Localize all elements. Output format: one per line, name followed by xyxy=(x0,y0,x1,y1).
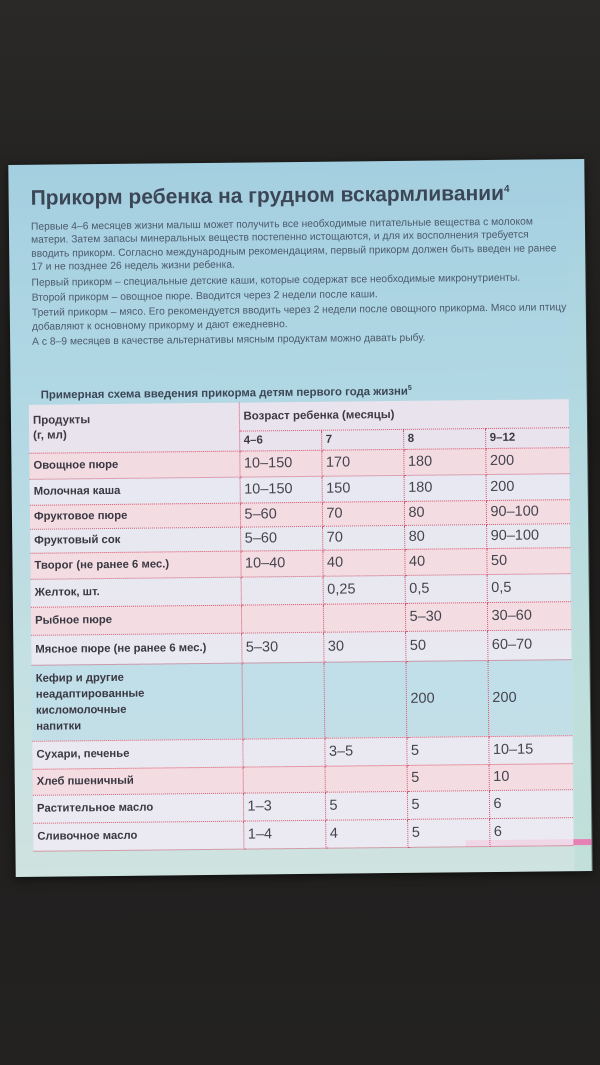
product-name: Творог (не ранее 6 мес.) xyxy=(30,551,240,579)
table-cell: 70 xyxy=(322,501,404,526)
table-cell: 50 xyxy=(486,547,570,574)
table-cell: 5 xyxy=(406,736,488,765)
table-cell: 5–60 xyxy=(240,526,322,551)
product-name: Хлеб пшеничный xyxy=(33,767,243,795)
table-cell: 3–5 xyxy=(324,737,406,766)
table-cell: 180 xyxy=(403,448,485,475)
table-cell xyxy=(241,604,323,633)
table-cell xyxy=(241,576,323,605)
table-cell: 90–100 xyxy=(486,499,570,524)
table-cell: 6 xyxy=(489,789,573,818)
product-name: Овощное пюре xyxy=(29,451,239,479)
table-cell: 5 xyxy=(325,791,407,820)
intro-paragraph: Первый прикорм – специальные детские каши, которые содержат все необходимые микронутриенты. xyxy=(31,272,521,289)
product-name: Рыбное пюре xyxy=(31,605,241,635)
table-cell: 0,25 xyxy=(323,575,405,604)
header-age: Возраст ребенка (месяцы) xyxy=(239,399,569,430)
table-cell: 5 xyxy=(407,790,489,819)
table-cell xyxy=(243,766,325,793)
table-cell: 60–70 xyxy=(487,629,571,660)
table-cell: 5–30 xyxy=(241,632,323,663)
table-caption-text: Примерная схема введения прикорма детям первого года жизни xyxy=(40,385,408,402)
table-cell xyxy=(324,661,407,738)
intro-paragraph: Второй прикорм – овощное пюре. Вводится через 2 недели после каши. xyxy=(31,289,378,304)
table-cell: 10–150 xyxy=(239,450,321,477)
product-name: Фруктовое пюре xyxy=(30,503,240,529)
product-name: Мясное пюре (не ранее 6 мес.) xyxy=(31,633,241,665)
table-cell: 5 xyxy=(407,764,489,791)
product-name: Молочная каша xyxy=(30,477,240,505)
intro-paragraph: А с 8–9 месяцев в качестве альтернативы мясным продуктам можно давать рыбу. xyxy=(32,332,426,349)
table-cell: 40 xyxy=(404,548,486,575)
table-cell: 1–4 xyxy=(243,820,325,849)
table-cell: 0,5 xyxy=(405,574,487,603)
table-cell: 200 xyxy=(486,473,570,500)
table-cell: 30 xyxy=(323,631,405,662)
table-cell xyxy=(242,662,325,739)
product-name: Сливочное масло xyxy=(33,821,243,851)
table-cell: 80 xyxy=(404,500,486,525)
table-cell: 1–3 xyxy=(243,792,325,821)
title-footnote-mark: 4 xyxy=(503,183,510,195)
table-cell: 6 xyxy=(489,817,573,846)
table-cell: 4 xyxy=(325,819,407,848)
table-cell: 50 xyxy=(405,630,487,661)
table-cell: 0,5 xyxy=(487,573,571,602)
table-cell: 200 xyxy=(485,447,569,474)
table-row xyxy=(33,817,573,851)
product-name: Растительное масло xyxy=(33,793,243,823)
table-cell xyxy=(325,765,407,792)
document-title-text: Прикорм ребенка на грудном вскармливании xyxy=(30,181,505,210)
table-cell: 5 xyxy=(407,818,489,847)
intro-paragraph: Первые 4–6 месяцев жизни малыш может получить все необходимые питательные вещества с молоком матери. Затем запасы минеральных веществ постепенно истощаются, и для их восполнения требуется вводить прикорм. Согласно международным рекомендациям, первый прикорм должен быть введен не ранее 17 и не позднее 26 недель жизни ребенка. xyxy=(30,216,557,274)
table-cell: 170 xyxy=(321,449,403,476)
table-cell: 10 xyxy=(489,763,573,790)
table-cell: 90–100 xyxy=(486,523,570,548)
product-name: Кефир и другие неадаптированные кисломолочные напитки xyxy=(32,663,243,741)
table-cell: 150 xyxy=(322,475,404,502)
table-cell: 180 xyxy=(404,474,486,501)
table-cell: 5–30 xyxy=(405,602,487,631)
table-cell xyxy=(242,738,324,767)
header-age-column: 8 xyxy=(403,428,485,449)
header-age-column: 4–6 xyxy=(239,430,321,451)
product-name: Желток, шт. xyxy=(31,577,241,607)
caption-footnote-mark: 5 xyxy=(407,384,412,392)
table-cell: 40 xyxy=(322,549,404,576)
table-cell: 30–60 xyxy=(487,601,571,630)
feeding-schedule-table xyxy=(29,399,574,851)
leaflet-sheet xyxy=(8,159,591,877)
table-cell: 80 xyxy=(404,524,486,549)
product-name: Сухари, печенье xyxy=(32,739,242,769)
table-row xyxy=(32,659,573,741)
table-cell: 200 xyxy=(406,660,489,737)
table-cell: 10–150 xyxy=(240,476,322,503)
table-cell: 10–40 xyxy=(240,550,322,577)
table-caption xyxy=(41,385,412,402)
header-products: Продукты (г, мл) xyxy=(29,403,239,453)
header-age-column: 9–12 xyxy=(485,427,569,448)
table-cell: 70 xyxy=(322,525,404,550)
table-cell xyxy=(323,603,405,632)
intro-text xyxy=(31,215,568,351)
document-title xyxy=(31,182,510,211)
table-cell: 200 xyxy=(487,659,572,736)
product-name: Фруктовый сок xyxy=(30,527,240,553)
table-cell: 5–60 xyxy=(240,502,322,527)
intro-paragraph: Третий прикорм – мясо. Его рекомендуется вводить через 2 недели после овощного прикорма. Мясо или птицу добавляют к основному прикорму и дают ежедневно. xyxy=(31,302,567,333)
header-age-column: 7 xyxy=(321,429,403,450)
table-cell: 10–15 xyxy=(488,735,572,764)
